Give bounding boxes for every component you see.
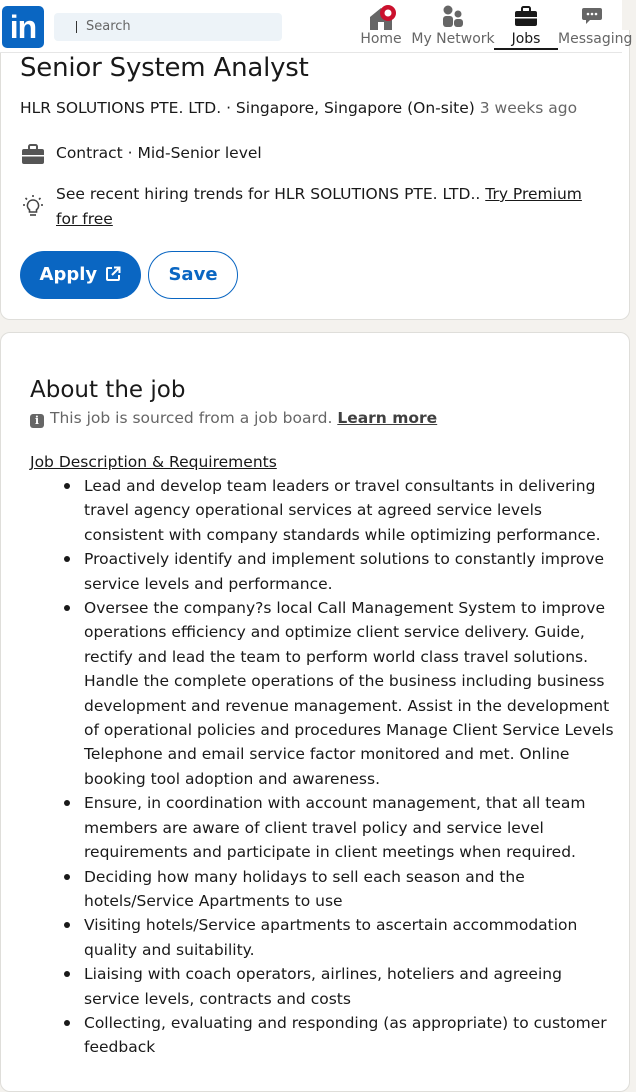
info-icon: i bbox=[30, 414, 44, 428]
trends-text: See recent hiring trends for HLR SOLUTIONS PTE. LTD.. bbox=[56, 185, 481, 203]
list-item: Proactively identify and implement solutions to constantly improve service levels and performance. bbox=[84, 547, 614, 596]
job-location: Singapore, Singapore (On-site) bbox=[235, 99, 475, 117]
briefcase-icon bbox=[20, 142, 46, 168]
active-tab-indicator bbox=[494, 48, 558, 50]
chat-icon bbox=[581, 4, 603, 32]
search-placeholder: Search bbox=[86, 19, 131, 34]
nav-jobs[interactable] bbox=[494, 0, 558, 52]
briefcase-icon bbox=[513, 4, 539, 34]
job-type: Contract · Mid-Senior level bbox=[56, 144, 262, 162]
lightbulb-icon bbox=[20, 194, 46, 220]
posted-time: 3 weeks ago bbox=[479, 99, 578, 117]
sourced-text: This job is sourced from a job board. bbox=[50, 409, 333, 427]
search-input[interactable] bbox=[54, 13, 282, 41]
nav-home[interactable] bbox=[356, 0, 406, 52]
try-premium-link[interactable]: Try Premium for free bbox=[56, 185, 582, 228]
external-link-icon bbox=[105, 266, 121, 282]
list-item: Ensure, in coordination with account management, that all team members are aware of client travel policy and service level requirements and participate in client meetings when required. bbox=[84, 791, 614, 864]
list-item: Liaising with coach operators, airlines, hoteliers and agreeing service levels, contracts and costs bbox=[84, 962, 614, 1011]
top-nav bbox=[0, 0, 633, 53]
list-item: Lead and develop team leaders or travel consultants in delivering travel agency operational services at agreed service levels consistent with company standards while optimizing performance. bbox=[84, 474, 614, 547]
sourced-notice bbox=[30, 406, 437, 430]
nav-my-network[interactable] bbox=[410, 0, 496, 52]
hiring-trends-text bbox=[56, 182, 606, 232]
nav-messaging[interactable] bbox=[556, 0, 636, 52]
apply-label: Apply bbox=[39, 264, 98, 285]
list-item: Oversee the company?s local Call Management System to improve operations efficiency and optimize client service delivery. Guide, rectify and lead the team to perform world class travel solutions. Handle the complete operations of the business including business development and revenue management. Assist in the development of operational policies and procedures Manage Client Service Levels Telephone and email service factor monitored and met. Online booking tool adoption and awareness. bbox=[84, 596, 614, 791]
separator: · bbox=[221, 99, 236, 117]
company-line bbox=[20, 97, 577, 119]
nav-jobs-label: Jobs bbox=[511, 31, 541, 47]
job-title: Senior System Analyst bbox=[20, 53, 309, 83]
nav-my-network-label: My Network bbox=[411, 31, 495, 47]
text-cursor bbox=[76, 21, 77, 33]
nav-messaging-label: Messaging bbox=[558, 31, 633, 47]
people-icon bbox=[440, 4, 466, 34]
nav-home-label: Home bbox=[360, 31, 402, 47]
requirements-list bbox=[30, 474, 614, 1060]
company-name[interactable]: HLR SOLUTIONS PTE. LTD. bbox=[20, 99, 222, 117]
save-button[interactable]: Save bbox=[148, 251, 238, 299]
about-job-title: About the job bbox=[30, 377, 186, 403]
job-description-heading: Job Description & Requirements bbox=[30, 453, 277, 471]
learn-more-link[interactable]: Learn more bbox=[337, 409, 438, 427]
apply-button[interactable] bbox=[20, 251, 141, 299]
linkedin-logo[interactable]: in bbox=[2, 6, 44, 48]
list-item: Visiting hotels/Service apartments to ascertain accommodation quality and suitability. bbox=[84, 913, 614, 962]
list-item: Deciding how many holidays to sell each season and the hotels/Service Apartments to use bbox=[84, 865, 614, 914]
list-item: Collecting, evaluating and responding (as appropriate) to customer feedback bbox=[84, 1011, 614, 1060]
